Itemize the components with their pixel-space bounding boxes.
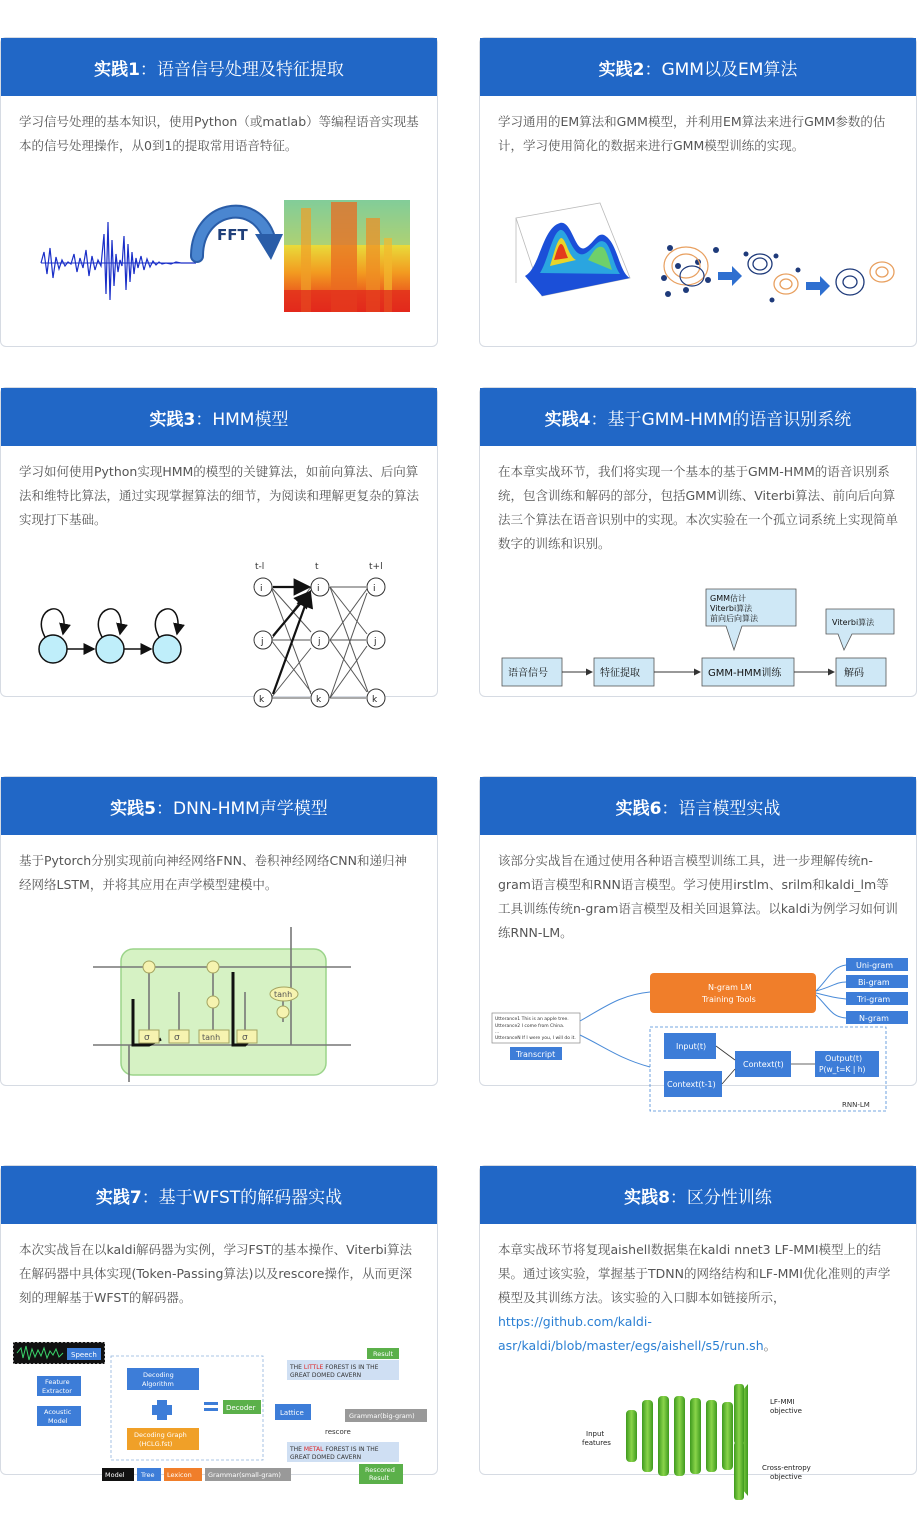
card-8-title-bold: 实践8	[624, 1187, 670, 1208]
wfst-legend-lexicon: Lexicon	[167, 1471, 192, 1479]
card-7-title-rest: ：基于WFST的解码器实战	[141, 1187, 343, 1208]
card-3-illustration	[1, 388, 439, 705]
tdnn-ce-1: Cross-entropy	[762, 1464, 811, 1472]
lstm-gate-3: tanh	[202, 1033, 221, 1042]
transcript-line-3: ...	[495, 1030, 500, 1035]
card-5-illustration	[1, 777, 439, 1087]
callout2-text: Viterbi算法	[832, 618, 875, 627]
card-4-title-bold: 实践4	[544, 409, 591, 430]
ngram-box-line-1: N-gram LM	[708, 983, 752, 992]
wfst-legend-tree: Tree	[141, 1471, 155, 1479]
card-practice-3	[0, 387, 438, 705]
trellis-col-2: t	[315, 562, 319, 572]
asr-flow-diagram	[502, 589, 894, 686]
wfst-sent2-line1: THE METAL FOREST IS IN THE	[290, 1446, 379, 1453]
card-6-description: 该部分实战旨在通过使用各种语言模型训练工具，进一步理解传统n-gram语言模型和RNN语言模型。学习使用irstlm、srilm和kaldi_lm等工具训练传统n-gram语言模型及相关回退算法。以kaldi为例学习如何训练RNN-LM。	[498, 853, 898, 940]
transcript-line-4: UtteranceN If I were you, I will do it.	[495, 1036, 576, 1041]
lstm-gate-4: σ	[242, 1033, 248, 1043]
flow-step-1: 语音信号	[508, 668, 548, 679]
ngram-box-line-2: Training Tools	[702, 995, 756, 1004]
tdnn-input-2: features	[582, 1439, 611, 1447]
trellis-row-k-3: k	[372, 695, 378, 705]
card-8-title-rest: ：区分性训练	[669, 1187, 772, 1208]
card-3-description: 学习如何使用Python实现HMM的模型的关键算法，如前向算法、后向算法和维特比算法，通过实现掌握算法的细节，为阅读和理解更复杂的算法实现打下基础。	[19, 464, 420, 527]
wfst-feature-1: Feature	[45, 1378, 70, 1386]
ngram-type-3: Tri-gram	[857, 995, 891, 1004]
card-7-title-bold: 实践7	[95, 1187, 142, 1208]
wfst-rescored-1: Rescored	[365, 1466, 395, 1474]
rnn-prob-label: P(w_t=K | h)	[819, 1065, 866, 1074]
tdnn-input-1: Input	[586, 1430, 605, 1438]
wfst-sent2-line2: GREAT DOMED CAVERN	[290, 1454, 362, 1461]
wfst-sent1-line1: THE LITTLE FOREST IS IN THE	[290, 1364, 379, 1371]
card-3-title-rest: ：HMM模型	[195, 409, 289, 430]
card-4-description: 在本章实战环节，我们将实现一个基本的基于GMM-HMM的语音识别系统，包含训练和解码的部分，包括GMM训练、Viterbi算法、前向后向算法三个算法在语音识别中的实现。本次实验在一个孤立词系统上实现简单数字的训练和识别。	[498, 464, 899, 551]
gmm-surface-plot	[516, 203, 630, 296]
card-8-desc-tail: 。	[763, 1338, 777, 1353]
card-8-illustration	[480, 1166, 918, 1481]
wfst-speech: Speech	[71, 1351, 97, 1359]
card-7-description: 本次实战旨在以kaldi解码器为实例，学习FST的基本操作、Viterbi算法在解码器中具体实现(Token-Passing算法)以及rescore操作，从而更深刻的理解基于WFST的解码器。	[19, 1242, 412, 1305]
rnn-lm-label: RNN-LM	[842, 1101, 870, 1109]
lstm-gate-1: σ	[144, 1033, 150, 1043]
card-2-illustration	[480, 38, 918, 348]
wfst-acoustic-2: Model	[48, 1417, 68, 1425]
card-1-title-rest: ：语音信号处理及特征提取	[139, 59, 344, 80]
trellis-row-k-2: k	[316, 695, 322, 705]
card-2-description: 学习通用的EM算法和GMM模型，并利用EM算法来进行GMM参数的估计，学习使用简化的数据来进行GMM模型训练的实现。	[498, 114, 886, 153]
card-7-illustration	[1, 1166, 439, 1482]
card-6-title-bold: 实践6	[615, 798, 662, 819]
card-6-illustration	[480, 777, 918, 1109]
trellis-col-1: t-l	[255, 562, 265, 572]
transcript-line-2: Utterance2 I come from China.	[495, 1024, 565, 1029]
wfst-decoding-alg-2: Algorithm	[142, 1380, 174, 1388]
transcript-label: Transcript	[516, 1050, 556, 1059]
callout1-line-2: Viterbi算法	[710, 604, 753, 613]
hmm-chain-diagram	[39, 609, 181, 663]
trellis-row-i-3: i	[373, 584, 376, 594]
wfst-graph-1: Decoding Graph	[134, 1431, 187, 1439]
card-5-title-bold: 实践5	[110, 798, 157, 819]
tdnn-ce-2: objective	[770, 1473, 802, 1481]
wfst-sent1-line2: GREAT DOMED CAVERN	[290, 1372, 362, 1379]
trellis-row-j-2: j	[318, 637, 321, 647]
wfst-lattice: Lattice	[280, 1409, 304, 1417]
card-1-description: 学习信号处理的基本知识，使用Python（或matlab）等编程语音实现基本的信号处理操作，从0到1的提取常用语音特征。	[19, 114, 419, 153]
ngram-type-1: Uni-gram	[856, 961, 894, 970]
rnn-output-node: Output(t)	[825, 1054, 863, 1063]
fft-arrow	[197, 212, 283, 260]
lstm-gate-2: σ	[174, 1033, 180, 1043]
rnn-context-node: Context(t)	[743, 1060, 784, 1069]
em-iteration-diagram	[661, 245, 894, 303]
card-6-title-rest: ：语言模型实战	[661, 798, 781, 819]
wfst-rescored-2: Result	[369, 1474, 390, 1482]
trellis-row-i-1: i	[260, 584, 263, 594]
wfst-acoustic-1: Acoustic	[44, 1408, 72, 1416]
wfst-result: Result	[373, 1350, 394, 1358]
card-practice-1	[0, 37, 438, 347]
wfst-graph-2: (HCLG.fst)	[139, 1440, 173, 1448]
wfst-decoder-diagram	[13, 1342, 427, 1484]
rnn-context-prev-node: Context(t-1)	[667, 1080, 716, 1089]
transcript-line-1: Utterance1 This is an apple tree.	[495, 1017, 569, 1022]
lm-training-diagram	[492, 958, 908, 1111]
wfst-grammar-big: Grammar(big-gram)	[349, 1412, 415, 1420]
card-3-title-bold: 实践3	[149, 409, 196, 430]
card-practice-6	[479, 776, 917, 1109]
card-4-illustration	[480, 388, 918, 698]
flow-step-2: 特征提取	[600, 668, 640, 679]
aishell-script-link[interactable]: https://github.com/kaldi-asr/kaldi/blob/master/egs/aishell/s5/run.sh	[498, 1314, 764, 1353]
card-5-title-rest: ：DNN-HMM声学模型	[156, 798, 328, 819]
wfst-decoding-alg-1: Decoding	[143, 1371, 174, 1379]
card-2-title-bold: 实践2	[598, 59, 645, 80]
trellis-col-3: t+l	[369, 562, 383, 572]
card-2-title-rest: ：GMM以及EM算法	[644, 59, 798, 80]
lstm-gate-5: tanh	[274, 990, 293, 999]
card-practice-8	[479, 1165, 917, 1481]
tdnn-lfmmi-1: LF-MMI	[770, 1398, 795, 1406]
waveform-image	[41, 222, 196, 300]
card-practice-5	[0, 776, 438, 1086]
wfst-feature-2: Extractor	[42, 1387, 72, 1395]
trellis-row-i-2: i	[317, 584, 320, 594]
fft-label: FFT	[217, 226, 248, 244]
wfst-rescore: rescore	[325, 1428, 351, 1436]
card-1-illustration	[1, 38, 439, 348]
card-1-title-bold: 实践1	[94, 59, 140, 80]
ngram-type-2: Bi-gram	[858, 978, 890, 987]
trellis-row-j-1: j	[261, 637, 264, 647]
ngram-type-4: N-gram	[859, 1014, 889, 1023]
wfst-legend-grammar: Grammar(small-gram)	[208, 1471, 281, 1479]
tdnn-network-diagram	[582, 1384, 811, 1500]
card-practice-4	[479, 387, 917, 697]
tdnn-lfmmi-2: objective	[770, 1407, 802, 1415]
wfst-legend-model: Model	[105, 1471, 125, 1479]
trellis-row-k-1: k	[259, 695, 265, 705]
card-practice-2	[479, 37, 917, 347]
spectrogram-image	[284, 200, 410, 312]
card-practice-7	[0, 1165, 438, 1482]
card-5-description: 基于Pytorch分别实现前向神经网络FNN、卷积神经网络CNN和递归神经网络LSTM，并将其应用在声学模型建模中。	[19, 853, 407, 892]
rnn-input-node: Input(t)	[676, 1042, 707, 1051]
hmm-trellis-diagram	[254, 562, 385, 707]
card-8-desc-text: 本章实战环节将复现aishell数据集在kaldi nnet3 LF-MMI模型上的结果。通过该实验，掌握基于TDNN的网络结构和LF-MMI优化准则的声学模型及其训练方法。该实验的入口脚本如链接所示，	[498, 1242, 891, 1305]
callout1-line-3: 前向后向算法	[710, 614, 758, 623]
flow-step-4: 解码	[844, 668, 864, 679]
flow-step-3: GMM-HMM训练	[708, 668, 782, 679]
card-4-title-rest: ：基于GMM-HMM的语音识别系统	[590, 409, 852, 430]
trellis-row-j-3: j	[374, 637, 377, 647]
wfst-decoder: Decoder	[226, 1404, 256, 1412]
callout1-line-1: GMM估计	[710, 594, 747, 603]
lstm-cell-diagram	[93, 927, 351, 1082]
